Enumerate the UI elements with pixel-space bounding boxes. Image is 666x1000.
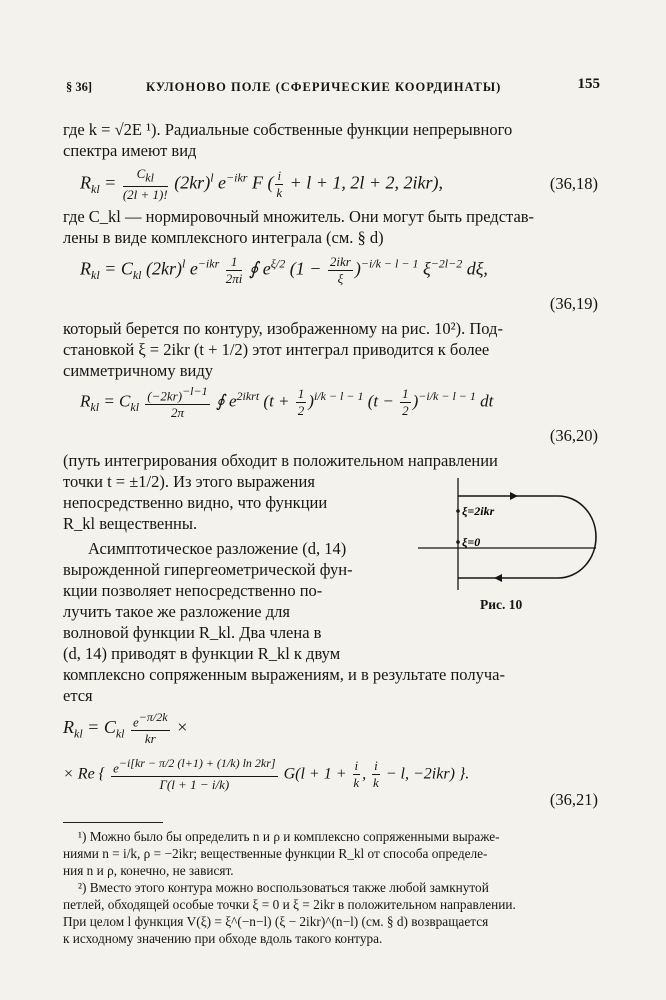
equation-36-20: $R_{kl} = C_{kl}$ $\frac{(-2kr)-l-1}{2\pi}$ ∮ $e^{2ikrt}$ (t + $\frac{1}{2}$ )$^{i/k - l - 1}$ (t − $\frac{1}{2}$ )$^{-i/k - l - 1}$ dt [80,384,494,421]
equation-number: (36,20) [549,426,598,445]
page-number: 155 [577,76,600,92]
text-line: лены в виде комплексного интеграла (см. § d) [63,228,384,247]
footnote-line: При целом l функция V(ξ) = ξ^(−n−l) (ξ − 2ikr)^(n−l) (см. § d) возвращается [63,914,489,929]
text-line: (путь интегрирования обходит в положительном направлении [63,451,498,470]
text-line: непосредственно видно, что функции [63,493,328,512]
text-line: спектра имеют вид [63,141,197,160]
running-header [66,76,600,98]
text-line: становкой ξ = 2ikr (t + 1/2) этот интеграл приводится к более [63,340,490,359]
singular-point-2ikr [456,509,460,513]
footnote-line: ²) Вместо этого контура можно воспользоваться также любой замкнутой [78,880,489,895]
contour-figure [418,478,598,594]
text-line: который берется по контуру, изображенному на рис. 10²). Под- [63,319,503,338]
section-ref: § 36] [66,80,93,94]
footnote-line: к исходному значению при обходе вдоль такого контура. [63,931,383,946]
contour-arrow-upper [510,492,518,500]
figure-caption: Рис. 10 [480,597,523,612]
text-line: Асимптотическое разложение (d, 14) [88,539,347,558]
text-line: волновой функции R_kl. Два члена в [63,623,322,642]
text-line: вырожденной гипергеометрической фун- [63,560,353,579]
footnote-line: ¹) Можно было бы определить n и ρ и комплексно сопряженными выраже- [78,829,500,844]
text-line: симметричному виду [63,361,213,380]
equation-number: (36,19) [549,294,598,313]
text-line: (d, 14) приводят в функции R_kl к двум [63,644,341,663]
text-line: лучить такое же разложение для [63,602,290,621]
equation-36-19: $R_{kl} = C_{kl}$ $(2kr)^l$ $e^{-ikr}$ $\frac{1}{2\pi i}$ ∮ $e^{\xi/2}$ (1 − $\frac{\text{2ikr}}{\xi}$ )$^{-i/k - l - 1}$ $\xi^{-2l-2}$ dξ, [80,254,488,286]
equation-36-18: $R_{kl}$ = $\frac{\text{Ckl}}{(2l + 1)!}$ $(2kr)^l$ $e^{-ikr}$ F ( $\frac{i}{k}$ + l + 1, 2l + 2, 2ikr), [80,166,444,202]
footnote-line: ниями n = i/k, ρ = −2ikr; вещественные функции R_kl от способа определе- [63,846,488,861]
footnote-line: ния n и ρ, конечно, не зависят. [63,863,234,878]
figure-label-upper: ξ=2ikr [462,504,495,518]
figure-label-lower: ξ=0 [462,535,481,549]
text-line: точки t = ±1/2). Из этого выражения [63,472,315,491]
singular-point-zero [456,540,460,544]
equation-number: (36,21) [549,790,598,809]
text-line: комплексно сопряженным выражениям, и в результате получа- [63,665,505,684]
text-line: где C_kl — нормировочный множитель. Они могут быть представ- [63,207,535,226]
text-line: R_kl вещественны. [63,514,198,533]
text-line: где k = √2E ¹). Радиальные собственные функции непрерывного [63,120,513,139]
text-line: ется [63,686,93,705]
equation-36-21-line1: $R_{kl} = C_{kl}$ $\frac{e-\pi/2k}{kr}$ × [63,710,189,747]
equation-36-21-line2: × Re { $\frac{e-i[kr - \pi/2 (l+1) + (1/k) \ln 2kr]}{\Gamma(l + 1 - i/k)}$ G(l + 1 + $\frac{i}{k}$ , $\frac{i}{k}$ − l, −2ikr) }. [63,756,470,793]
equation-number: (36,18) [549,174,598,193]
contour-diagram [418,478,598,594]
footnote-line: петлей, обходящей особые точки ξ = 0 и ξ = 2ikr в положительном направлении. [63,897,516,912]
text-line: кции позволяет непосредственно по- [63,581,323,600]
footnote-rule [63,822,163,823]
contour-arrow-lower [494,574,502,582]
header-title: КУЛОНОВО ПОЛЕ (СФЕРИЧЕСКИЕ КООРДИНАТЫ) [146,80,502,94]
